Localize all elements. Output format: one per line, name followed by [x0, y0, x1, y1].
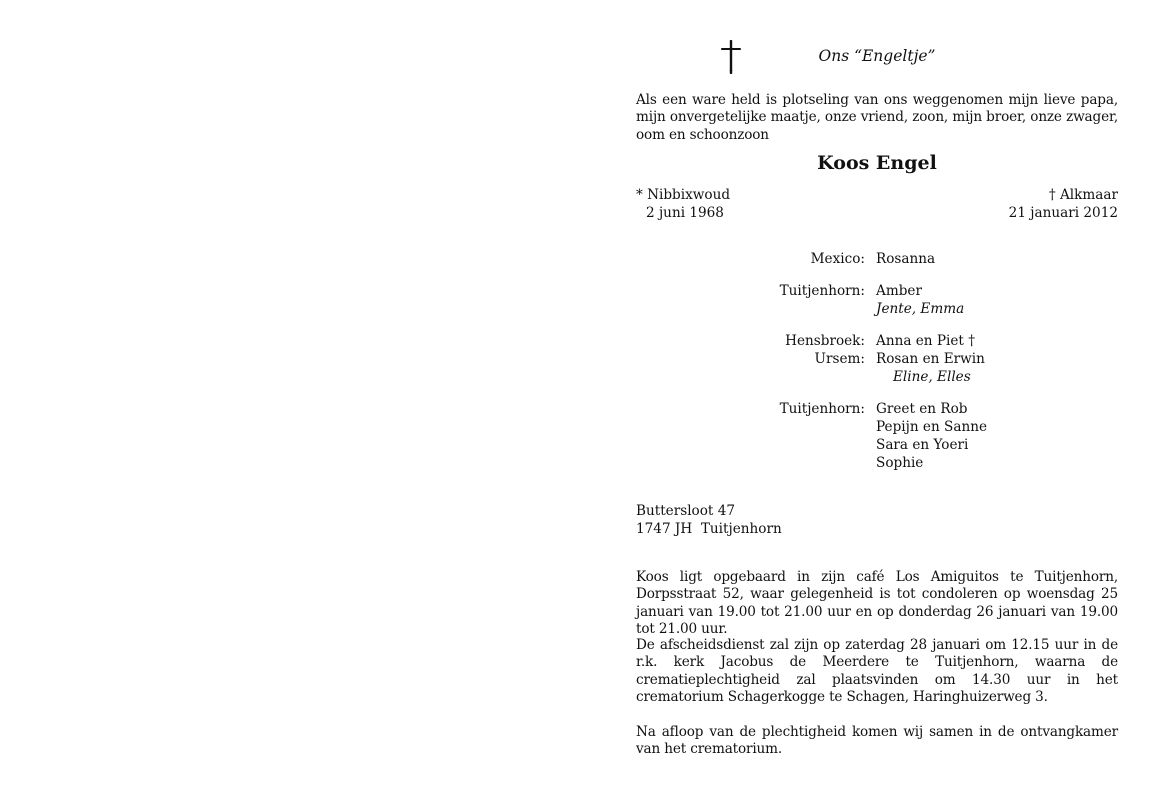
deceased-name: Koos Engel — [817, 152, 937, 174]
birth-date: 2 juni 1968 — [646, 205, 724, 221]
family-place: Ursem: — [814, 351, 865, 367]
birth-info — [636, 186, 730, 222]
family-names — [876, 350, 985, 386]
address-street: Buttersloot 47 — [636, 503, 735, 519]
service-paragraph: De afscheidsdienst zal zijn op zaterdag 28 januari om 12.15 uur in de r.k. kerk Jacobus de Meerdere te Tuitjenhorn, waarna de crematieplechtigheid zal plaatsvinden om 14.30 uur in het crematorium Schagerkogge te Schagen, Haringhuizerweg 3. — [636, 637, 1118, 706]
family-place: Tuitjenhorn: — [779, 401, 865, 417]
family-name: Rosan en Erwin — [876, 351, 985, 367]
death-place: † Alkmaar — [1048, 187, 1118, 203]
address-block — [636, 502, 782, 538]
family-name: Sophie — [876, 455, 924, 471]
family-place: Tuitjenhorn: — [779, 283, 865, 299]
family-children: Jente, Emma — [876, 301, 965, 317]
intro-paragraph: Als een ware held is plotseling van ons weggenomen mijn lieve papa, mijn onvergetelijke maatje, onze vriend, zoon, mijn broer, onze zwager, oom en schoonzoon — [636, 92, 1118, 143]
family-names — [876, 282, 964, 318]
family-names — [876, 400, 987, 472]
family-place: Mexico: — [810, 251, 865, 267]
family-name: Anna en Piet † — [876, 333, 975, 349]
family-children: Eline, Elles — [893, 369, 971, 385]
family-name: Rosanna — [876, 251, 936, 267]
after-paragraph: Na afloop van de plechtigheid komen wij samen in de ontvangkamer van het crematorium. — [636, 724, 1118, 758]
family-place: Hensbroek: — [785, 333, 865, 349]
family-names — [876, 332, 975, 350]
death-info — [1009, 186, 1118, 222]
family-name: Greet en Rob — [876, 401, 968, 417]
heading-title: Ons “Engeltje” — [818, 47, 936, 65]
address-city: 1747 JH Tuitjenhorn — [636, 521, 782, 537]
family-names — [876, 250, 935, 268]
family-name: Amber — [876, 283, 922, 299]
birth-place: * Nibbixwoud — [636, 187, 731, 203]
death-date: 21 januari 2012 — [1008, 205, 1118, 221]
obituary-column — [636, 0, 1118, 807]
family-name: Pepijn en Sanne — [876, 419, 988, 435]
obituary-heading — [636, 47, 1118, 65]
viewing-paragraph: Koos ligt opgebaard in zijn café Los Amiguitos te Tuitjenhorn, Dorpsstraat 52, waar gelegenheid is tot condoleren op woensdag 25 januari van 19.00 tot 21.00 uur en op donderdag 26 januari van 19.00 tot 21.00 uur. — [636, 569, 1118, 638]
family-name: Sara en Yoeri — [876, 437, 969, 453]
